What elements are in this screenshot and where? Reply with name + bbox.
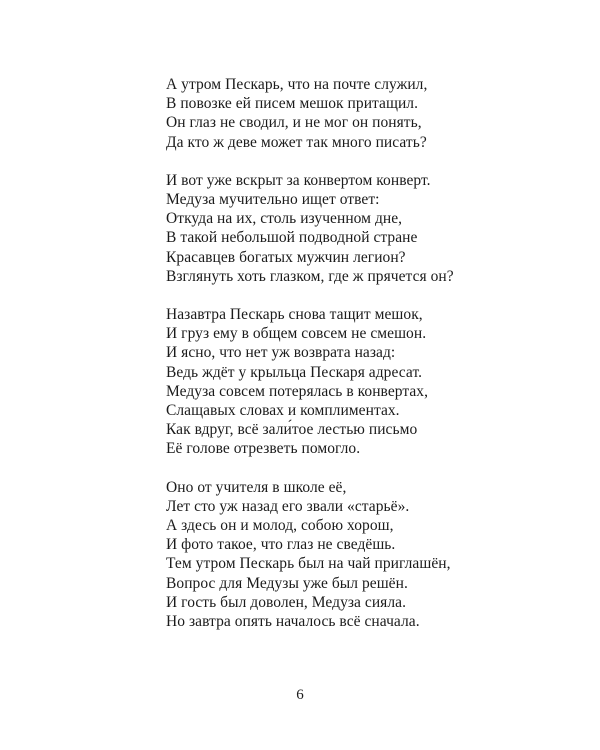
poem-line: Тем утром Пескарь был на чай приглашён, (166, 555, 451, 573)
poem-line: Красавцев богатых мужчин легион? (166, 248, 406, 266)
poem-line: Медуза мучительно ищет ответ: (166, 191, 380, 209)
poem-line: И гость был доволен, Медуза сияла. (166, 593, 406, 611)
poem (166, 75, 586, 650)
poem-line: И ясно, что нет уж возврата назад: (166, 344, 396, 362)
poem-line: Слащавых словах и комплиментах. (166, 402, 400, 420)
poem-line: А утром Пескарь, что на почте служил, (166, 76, 428, 93)
poem-line: Он глаз не сводил, и не мог он понять, (166, 114, 422, 132)
poem-line: И вот уже вскрыт за конвертом конверт. (166, 171, 431, 189)
poem-line: В повозке ей писем мешок притащил. (166, 95, 419, 113)
poem-line: Оно от учителя в школе её, (166, 478, 347, 496)
poem-line: И груз ему в общем совсем не смешон. (166, 325, 427, 343)
poem-line: И фото такое, что глаз не сведёшь. (166, 536, 396, 554)
poem-line: Взглянуть хоть глазком, где ж прячется он? (166, 267, 454, 285)
stanza-2 (166, 171, 586, 286)
poem-line: В такой небольшой подводной стране (166, 229, 418, 247)
poem-line: Лет сто уж назад его звали «старьё». (166, 497, 410, 515)
poem-line: Как вдруг, всё зали́тое лестью письмо (166, 421, 418, 439)
poem-line: А здесь он и молод, собою хорош, (166, 517, 394, 535)
poem-line: Вопрос для Медузы уже был решён. (166, 574, 408, 592)
poem-line: Да кто ж деве может так много писать? (166, 133, 427, 151)
stanza-3 (166, 305, 586, 459)
poem-line: Ведь ждёт у крыльца Пескаря адресат. (166, 363, 423, 381)
poem-line: Но завтра опять началось всё сначала. (166, 613, 420, 631)
poem-line: Назавтра Пескарь снова тащит мешок, (166, 306, 423, 324)
stanza-1 (166, 75, 586, 152)
poem-line: Медуза совсем потерялась в конвертах, (166, 382, 429, 400)
page-number: 6 (296, 687, 304, 703)
poem-line: Откуда на их, столь изученном дне, (166, 210, 403, 228)
stanza-4 (166, 478, 586, 632)
poem-line: Её голове отрезветь помогло. (166, 440, 361, 458)
